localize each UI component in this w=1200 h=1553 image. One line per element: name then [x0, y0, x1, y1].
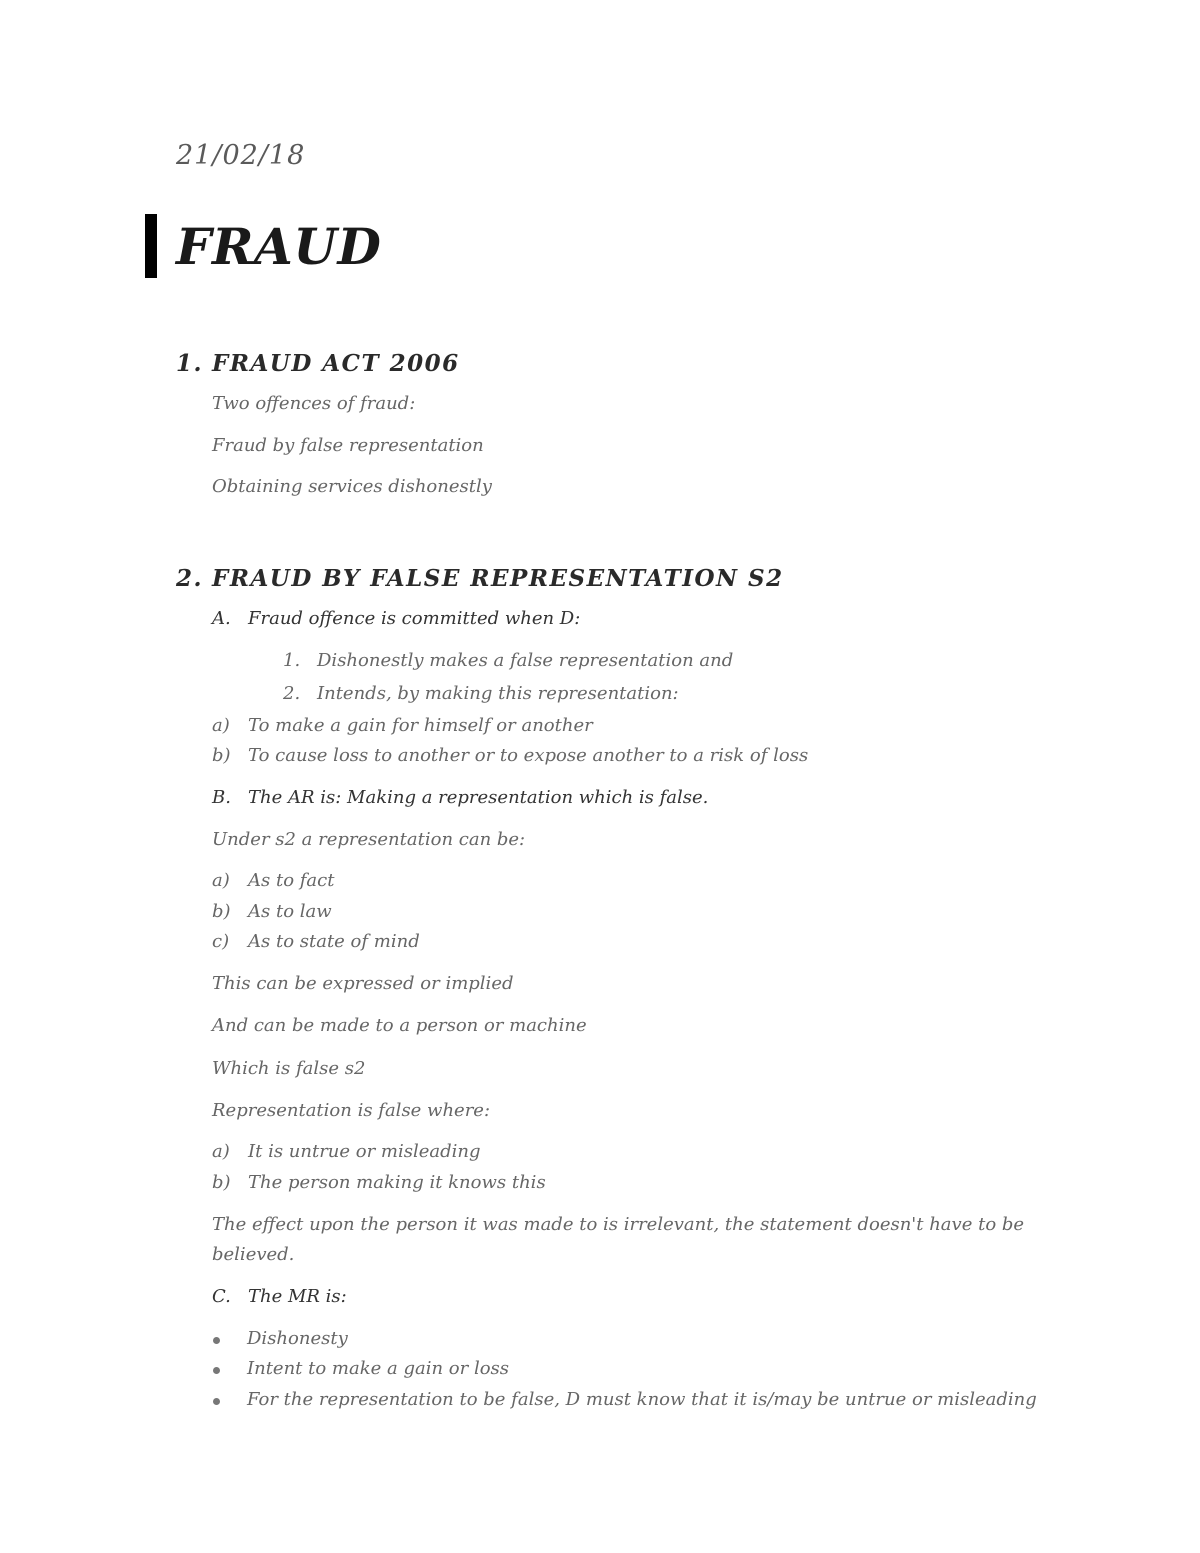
- section-title: FRAUD BY FALSE REPRESENTATION S2: [212, 565, 784, 592]
- bullet-item: For the representation to be false, D must know that it is/may be untrue or misleading: [247, 1389, 1037, 1410]
- lettered-item: [212, 872, 334, 890]
- list-text: To make a gain for himself or another: [248, 715, 593, 736]
- paragraph: And can be made to a person or machine: [212, 1015, 587, 1036]
- list-marker: A.: [212, 608, 231, 629]
- list-text: As to law: [248, 901, 332, 922]
- subsection-text: The MR is:: [248, 1286, 347, 1307]
- list-marker: B.: [212, 787, 231, 808]
- list-marker: a): [212, 1141, 230, 1162]
- lettered-item: [212, 717, 593, 735]
- list-marker: b): [212, 901, 231, 922]
- subsection-text: The AR is: Making a representation which is false.: [248, 787, 709, 808]
- numbered-item: [283, 685, 679, 703]
- list-text: Intends, by making this representation:: [317, 683, 679, 704]
- section-heading-1: [176, 352, 460, 375]
- bullet-icon: [213, 1337, 220, 1344]
- list-text: As to state of mind: [248, 931, 420, 952]
- list-marker: 2.: [283, 683, 301, 704]
- list-marker: C.: [212, 1286, 231, 1307]
- lettered-item: [212, 1174, 546, 1192]
- subsection-c-heading: [212, 1288, 347, 1306]
- page-title: FRAUD: [176, 217, 382, 276]
- section-heading-2: [176, 567, 784, 590]
- subsection-text: Fraud offence is committed when D:: [248, 608, 581, 629]
- list-text: It is untrue or misleading: [248, 1141, 481, 1162]
- paragraph: Representation is false where:: [212, 1100, 491, 1121]
- list-text: The person making it knows this: [248, 1172, 546, 1193]
- note-date: 21/02/18: [176, 140, 306, 171]
- paragraph: The effect upon the person it was made to is irrelevant, the statement doesn't have to be: [212, 1214, 1025, 1235]
- section-number: 1.: [176, 350, 204, 377]
- paragraph: This can be expressed or implied: [212, 973, 514, 994]
- list-text: As to fact: [248, 870, 335, 891]
- list-marker: 1.: [283, 650, 301, 671]
- title-accent-bar: [145, 214, 157, 278]
- section-1-line: Obtaining services dishonestly: [212, 476, 492, 497]
- bullet-icon: [213, 1367, 220, 1374]
- bullet-item: Intent to make a gain or loss: [247, 1358, 510, 1379]
- list-marker: b): [212, 1172, 231, 1193]
- lettered-item: [212, 933, 420, 951]
- section-1-line: Two offences of fraud:: [212, 393, 416, 414]
- lettered-item: [212, 1143, 481, 1161]
- list-marker: c): [212, 931, 230, 952]
- list-marker: a): [212, 715, 230, 736]
- section-number: 2.: [176, 565, 204, 592]
- numbered-item: [283, 652, 733, 670]
- list-text: To cause loss to another or to expose another to a risk of loss: [248, 745, 809, 766]
- subsection-a-heading: [212, 610, 580, 628]
- list-marker: a): [212, 870, 230, 891]
- paragraph: believed.: [212, 1244, 295, 1265]
- paragraph: Which is false s2: [212, 1058, 366, 1079]
- lettered-item: [212, 747, 808, 765]
- paragraph: Under s2 a representation can be:: [212, 829, 526, 850]
- section-title: FRAUD ACT 2006: [212, 350, 460, 377]
- section-1-line: Fraud by false representation: [212, 435, 484, 456]
- lettered-item: [212, 903, 332, 921]
- subsection-b-heading: [212, 789, 708, 807]
- list-marker: b): [212, 745, 231, 766]
- bullet-item: Dishonesty: [247, 1328, 348, 1349]
- list-text: Dishonestly makes a false representation and: [317, 650, 734, 671]
- bullet-icon: [213, 1398, 220, 1405]
